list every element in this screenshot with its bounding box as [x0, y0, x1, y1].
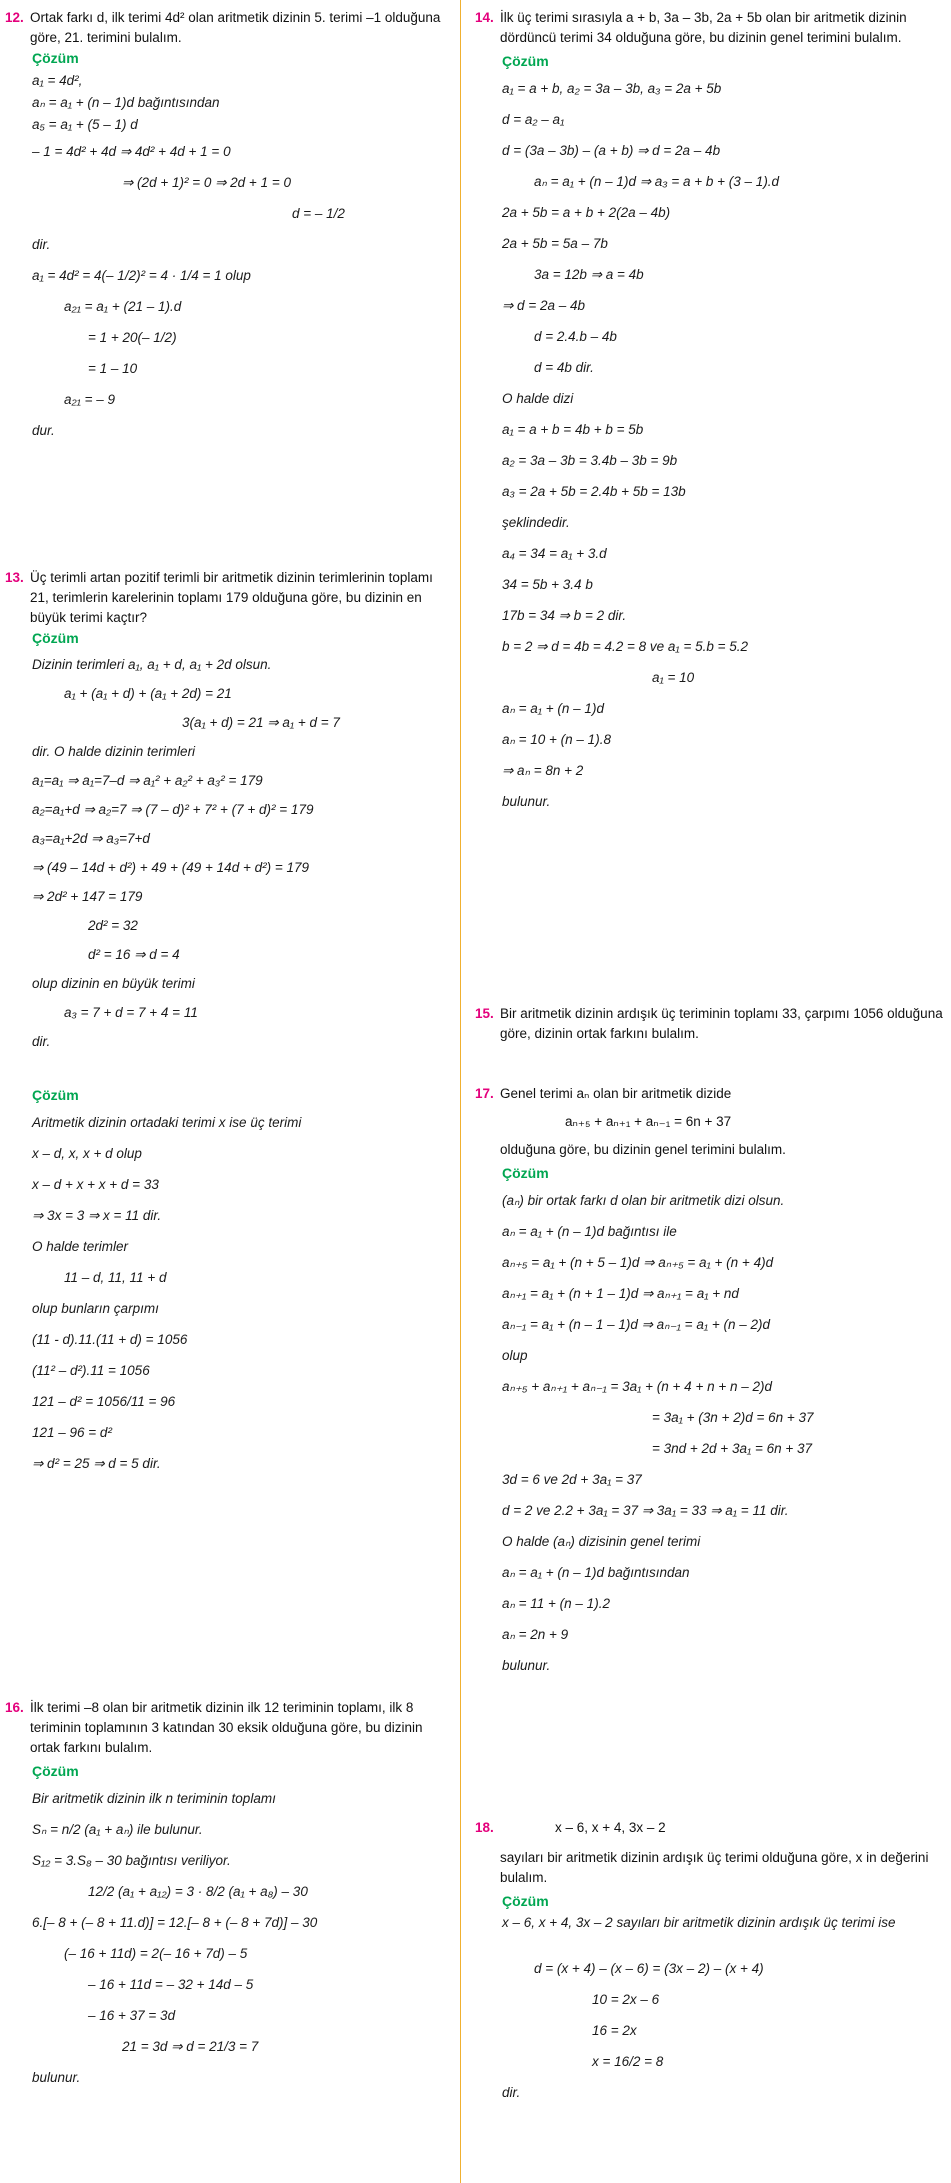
solution-line: d = 2.4.b – 4b [534, 329, 617, 344]
solution-line: a₁ + (a₁ + d) + (a₁ + 2d) = 21 [64, 686, 232, 701]
solution-line: bulunur. [32, 2070, 81, 2085]
problem-number: 16. [5, 1700, 24, 1715]
solution-line: ⇒ (49 – 14d + d²) + 49 + (49 + 14d + d²) = 179 [32, 860, 309, 875]
solution-line: (11 - d).11.(11 + d) = 1056 [32, 1332, 188, 1347]
solution-lines [0, 70, 455, 446]
solution-line: 12/2 (a₁ + a₁₂) = 3 · 8/2 (a₁ + a₈) – 30 [88, 1884, 308, 1899]
question-text: İlk üç terimi sırasıyla a + b, 3a – 3b, 2a + 5b olan bir aritmetik dizinin dördüncü terimi 34 olduğuna göre, bu dizinin genel terimini bulalım. [500, 10, 907, 45]
problem-number: 18. [475, 1820, 494, 1835]
solution-line: Sₙ = n/2 (a₁ + aₙ) ile bulunur. [32, 1822, 203, 1837]
problem-16 [0, 1698, 455, 2093]
question-17 [470, 1084, 945, 1104]
solution-line: dir. O halde dizinin terimleri [32, 744, 196, 759]
problem-number: 13. [5, 570, 24, 585]
solution-line: aₙ = a₁ + (n – 1)d ⇒ a₃ = a + b + (3 – 1).d [534, 174, 780, 189]
question-14 [470, 8, 945, 48]
solution-line: a₁ = a + b = 4b + b = 5b [502, 422, 644, 437]
solution-line: 6.[– 8 + (– 8 + 11.d)] = 12.[– 8 + (– 8 + 7d)] – 30 [32, 1915, 318, 1930]
solution-label: Çözüm [32, 1087, 79, 1103]
question-text: İlk terimi –8 olan bir aritmetik dizinin ilk 12 teriminin toplamı, ilk 8 teriminin toplamının 3 katından 30 eksik olduğuna göre, bu dizinin ortak farkını bulalım. [30, 1700, 423, 1755]
solution-line: aₙ = 11 + (n – 1).2 [502, 1596, 610, 1611]
solution-line: – 1 = 4d² + 4d ⇒ 4d² + 4d + 1 = 0 [32, 144, 231, 159]
solution-line: 11 – d, 11, 11 + d [64, 1270, 167, 1285]
solution-line: Bir aritmetik dizinin ilk n teriminin toplamı [32, 1791, 276, 1806]
solution-line: 2a + 5b = 5a – 7b [502, 236, 608, 251]
problem-17 [470, 1084, 945, 1681]
solution-line: x – 6, x + 4, 3x – 2 sayıları bir aritmetik dizinin ardışık üç terimi ise [502, 1915, 896, 1930]
solution-line: a₁ = 4d², [32, 73, 83, 88]
solution-line: 21 = 3d ⇒ d = 21/3 = 7 [122, 2039, 259, 2054]
problem-18 [470, 1818, 945, 2108]
solution-line: 34 = 5b + 3.4 b [502, 577, 593, 592]
solution-line: 17b = 34 ⇒ b = 2 dir. [502, 608, 627, 623]
solution-line: aₙ₊₅ = a₁ + (n + 5 – 1)d ⇒ aₙ₊₅ = a₁ + (n + 4)d [502, 1255, 774, 1270]
solution-line: 3(a₁ + d) = 21 ⇒ a₁ + d = 7 [182, 715, 340, 730]
solution-line: a₁ = 10 [652, 670, 695, 685]
solution-line: = 3nd + 2d + 3a₁ = 6n + 37 [652, 1441, 813, 1456]
solution-line: 121 – 96 = d² [32, 1425, 112, 1440]
solution-line: 16 = 2x [592, 2023, 637, 2038]
solution-line: olup bunların çarpımı [32, 1301, 159, 1316]
solution-line: ⇒ d² = 25 ⇒ d = 5 dir. [32, 1456, 161, 1471]
solution-line: ⇒ 2d² + 147 = 179 [32, 889, 143, 904]
solution-line: aₙ₊₅ + aₙ₊₁ + aₙ₋₁ = 3a₁ + (n + 4 + n + n – 2)d [502, 1379, 772, 1394]
solution-line: dir. [32, 237, 51, 252]
solution-line: ⇒ 3x = 3 ⇒ x = 11 dir. [32, 1208, 162, 1223]
solution-line: ⇒ d = 2a – 4b [502, 298, 585, 313]
solution-line: olup [502, 1348, 528, 1363]
solution-line: 3d = 6 ve 2d + 3a₁ = 37 [502, 1472, 642, 1487]
solution-line: 3a = 12b ⇒ a = 4b [534, 267, 644, 282]
problem-15 [470, 1004, 945, 1044]
solution-label: Çözüm [502, 1893, 549, 1909]
solution-line: a₃ = 7 + d = 7 + 4 = 11 [64, 1005, 198, 1020]
solution-line: aₙ = a₁ + (n – 1)d [502, 701, 604, 716]
solution-line: a₅ = a₁ + (5 – 1) d [32, 117, 138, 132]
solution-line: 121 – d² = 1056/11 = 96 [32, 1394, 176, 1409]
solution-line: = 1 + 20(– 1/2) [88, 330, 177, 345]
solution-line: (aₙ) bir ortak farkı d olan bir aritmetik dizi olsun. [502, 1193, 785, 1208]
problem-12 [0, 8, 455, 446]
solution-lines [470, 1185, 945, 1681]
solution-line: d = (3a – 3b) – (a + b) ⇒ d = 2a – 4b [502, 143, 721, 158]
solution-line: aₙ = 10 + (n – 1).8 [502, 732, 611, 747]
question-text: x – 6, x + 4, 3x – 2 [555, 1820, 666, 1835]
solution-line: x – d + x + x + d = 33 [32, 1177, 159, 1192]
solution-lines [0, 1783, 455, 2093]
solution-line: aₙ = a₁ + (n – 1)d bağıntısından [502, 1565, 690, 1580]
solution-line: a₃ = 2a + 5b = 2.4b + 5b = 13b [502, 484, 686, 499]
solution-line: aₙ = a₁ + (n – 1)d bağıntısından [32, 95, 220, 110]
solution-line: = 3a₁ + (3n + 2)d = 6n + 37 [652, 1410, 814, 1425]
solution-line: dir. [32, 1034, 51, 1049]
problem-number: 17. [475, 1086, 494, 1101]
question-tail: olduğuna göre, bu dizinin genel terimini bulalım. [500, 1142, 786, 1157]
solution-line: O halde (aₙ) dizisinin genel terimi [502, 1534, 701, 1549]
solution-line: O halde terimler [32, 1239, 129, 1254]
question-12 [0, 8, 455, 48]
solution-line: = 1 – 10 [88, 361, 138, 376]
solution-line: dur. [32, 423, 55, 438]
solution-line: a₂₁ = a₁ + (21 – 1).d [64, 299, 182, 314]
solution-label: Çözüm [32, 1763, 79, 1779]
question-15 [470, 1004, 945, 1044]
solution-line: d = (x + 4) – (x – 6) = (3x – 2) – (x + 4) [534, 1961, 764, 1976]
solution-label: Çözüm [502, 53, 549, 69]
solution-label: Çözüm [502, 1165, 549, 1181]
question-text: Genel terimi aₙ olan bir aritmetik dizide [500, 1086, 732, 1101]
solution-line: b = 2 ⇒ d = 4b = 4.2 = 8 ve a₁ = 5.b = 5.2 [502, 639, 748, 654]
solution-line: a₁=a₁ ⇒ a₁=7–d ⇒ a₁² + a₂² + a₃² = 179 [32, 773, 263, 788]
solution-line: (– 16 + 11d) = 2(– 16 + 7d) – 5 [64, 1946, 248, 1961]
problem-14 [470, 8, 945, 817]
solution-line: olup dizinin en büyük terimi [32, 976, 195, 991]
solution-line: x = 16/2 = 8 [592, 2054, 664, 2069]
solution-line: dir. [502, 2085, 521, 2100]
solution-line: ⇒ aₙ = 8n + 2 [502, 763, 584, 778]
solution-line: a₁ = 4d² = 4(– 1/2)² = 4 · 1/4 = 1 olup [32, 268, 251, 283]
solution-lines [470, 1913, 945, 2108]
question-text: Bir aritmetik dizinin ardışık üç teriminin toplamı 33, çarpımı 1056 olduğuna göre, dizinin ortak farkını bulalım. [500, 1006, 943, 1041]
solution-line: 2d² = 32 [88, 918, 138, 933]
solution-line: d = 2 ve 2.2 + 3a₁ = 37 ⇒ 3a₁ = 33 ⇒ a₁ = 11 dir. [502, 1503, 789, 1518]
solution-line: d = 4b dir. [534, 360, 594, 375]
solution-line: 10 = 2x – 6 [592, 1992, 660, 2007]
solution-line: a₃=a₁+2d ⇒ a₃=7+d [32, 831, 150, 846]
problem-13 [0, 568, 455, 1056]
solution-line: d² = 16 ⇒ d = 4 [88, 947, 180, 962]
problem-number: 15. [475, 1006, 494, 1021]
question-tail: sayıları bir aritmetik dizinin ardışık üç terimi olduğuna göre, x in değerini bulalım. [500, 1850, 929, 1885]
solution-line: d = a₂ – a₁ [502, 112, 565, 127]
solution-line: O halde dizi [502, 391, 574, 406]
solution-line: Aritmetik dizinin ortadaki terimi x ise üç terimi [32, 1115, 302, 1130]
solution-line: bulunur. [502, 1658, 551, 1673]
question-18 [470, 1818, 945, 1838]
solution-line: 2a + 5b = a + b + 2(2a – 4b) [502, 205, 671, 220]
solution-line: aₙ₊₁ = a₁ + (n + 1 – 1)d ⇒ aₙ₊₁ = a₁ + nd [502, 1286, 739, 1301]
question-text: Ortak farkı d, ilk terimi 4d² olan aritmetik dizinin 5. terimi –1 olduğuna göre, 21. terimini bulalım. [30, 10, 441, 45]
solution-line: a₄ = 34 = a₁ + 3.d [502, 546, 607, 561]
solution-label: Çözüm [32, 50, 79, 66]
solution-line: a₂₁ = – 9 [64, 392, 116, 407]
question-text: Üç terimli artan pozitif terimli bir aritmetik dizinin terimlerinin toplamı 21, terimlerin karelerinin toplamı 179 olduğuna göre, bu dizinin en büyük terimi kaçtır? [30, 570, 433, 625]
problem-number: 14. [475, 10, 494, 25]
column-divider [460, 0, 461, 2183]
solution-line: ⇒ (2d + 1)² = 0 ⇒ 2d + 1 = 0 [122, 175, 291, 190]
solution-line: bulunur. [502, 794, 551, 809]
solution-line: aₙ₋₁ = a₁ + (n – 1 – 1)d ⇒ aₙ₋₁ = a₁ + (n – 2)d [502, 1317, 770, 1332]
solution-line: (11² – d²).11 = 1056 [32, 1363, 150, 1378]
solution-line: x – d, x, x + d olup [32, 1146, 142, 1161]
solution-line: Dizinin terimleri a₁, a₁ + d, a₁ + 2d olsun. [32, 657, 272, 672]
problem-15-solution [0, 1082, 455, 1479]
question-16 [0, 1698, 455, 1758]
solution-line: – 16 + 37 = 3d [88, 2008, 176, 2023]
solution-line: a₂=a₁+d ⇒ a₂=7 ⇒ (7 – d)² + 7² + (7 + d)² = 179 [32, 802, 314, 817]
solution-line: a₁ = a + b, a₂ = 3a – 3b, a₃ = 2a + 5b [502, 81, 722, 96]
question-formula: aₙ₊₅ + aₙ₊₁ + aₙ₋₁ = 6n + 37 [565, 1114, 732, 1129]
solution-line: – 16 + 11d = – 32 + 14d – 5 [88, 1977, 254, 1992]
solution-line: S₁₂ = 3.S₈ – 30 bağıntısı veriliyor. [32, 1853, 231, 1868]
solution-lines [0, 1107, 455, 1479]
solution-label: Çözüm [32, 630, 79, 646]
solution-line: aₙ = a₁ + (n – 1)d bağıntısı ile [502, 1224, 677, 1239]
question-13 [0, 568, 455, 628]
solution-line: d = – 1/2 [292, 206, 345, 221]
solution-line: a₂ = 3a – 3b = 3.4b – 3b = 9b [502, 453, 678, 468]
solution-line: aₙ = 2n + 9 [502, 1627, 569, 1642]
solution-lines [470, 73, 945, 817]
problem-number: 12. [5, 10, 24, 25]
solution-lines [0, 650, 455, 1056]
solution-line: şeklindedir. [502, 515, 570, 530]
